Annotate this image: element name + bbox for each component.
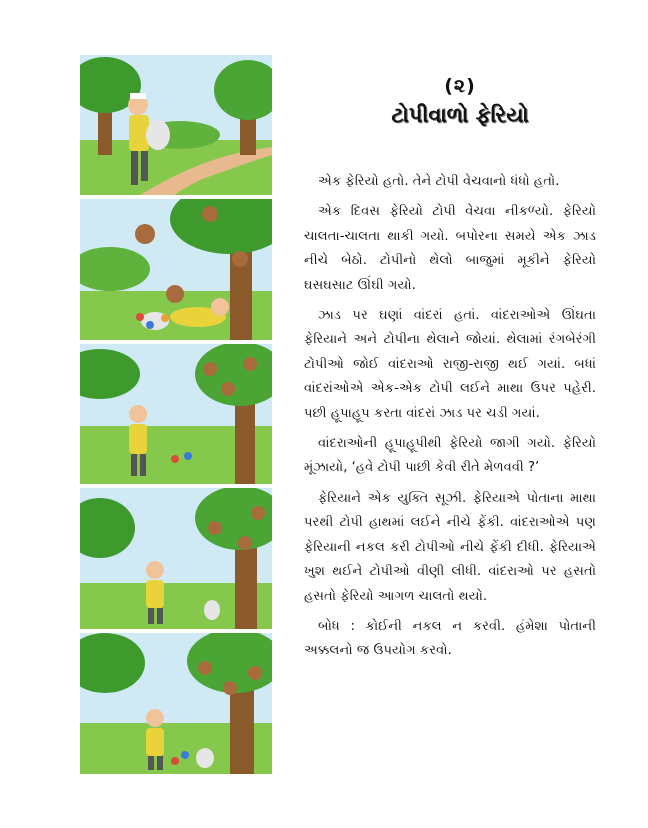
- paragraph: વાંદરાઓની હૂપાહૂપીથી ફેરિયો જાગી ગયો. ફેરિયો મૂંઝાયો, ‘હવે ટોપી પાછી કેવી રીતે મેળવવી ?’: [304, 436, 596, 476]
- paragraph: એક ફેરિયો હતો. તેને ટોપી વેચવાનો ધંધો હતો.: [318, 174, 560, 189]
- moral-paragraph: બોધ : કોઈની નકલ ન કરવી. હંમેશા પોતાની અક્કલનો જ ઉપયોગ કરવો.: [304, 618, 596, 659]
- story-title: ટોપીવાળો ફેરિયો: [391, 103, 529, 127]
- illustration-peddler-collects-caps: [80, 633, 272, 774]
- chapter-number: (૨): [444, 75, 476, 97]
- illustration-peddler-sleeping: [80, 199, 272, 340]
- illustration-peddler-throws-cap: [80, 488, 272, 629]
- chapter-header: [300, 75, 620, 128]
- story-body: [304, 170, 596, 670]
- paragraph: ઝાડ પર ઘણાં વાંદરાં હતાં. વાંદરાઓએ ઊંઘતા ફેરિયાને અને ટોપીના થેલાને જોયાં. થેલામાં રંગબેરંગી ટોપીઓ જોઈ વાંદરાઓ રાજી-રાજી થઈ ગયાં. બધાં વાંદરાંઓએ એક-એક ટોપી લઈને માથા ઉપર પહેરી. પછી હૂપાહૂપ કરતા વાંદરાં ઝાડ પર ચડી ગયાં.: [304, 308, 596, 421]
- paragraph: ફેરિયાને એક યુક્તિ સૂઝી. ફેરિયાએ પોતાના માથા પરથી ટોપી હાથમાં લઈને નીચે ફેંકી. વાંદરાઓએ પણ ફેરિયાની નકલ કરી ટોપીઓ નીચે ફેંકી દીધી. ફેરિયાએ ખુશ થઈને ટોપીઓ વીણી લીધી. વાંદરાઓ પર હસતો હસતો ફેરિયો આગળ ચાલતો થયો.: [304, 490, 596, 604]
- paragraph: એક દિવસ ફેરિયો ટોપી વેચવા નીકળ્યો. ફેરિયો ચાલતા-ચાલતા થાકી ગયો. બપોરના સમયે એક ઝાડ નીચે બેઠો. ટોપીનો થેલો બાજુમાં મૂકીને ફેરિયો ઘસઘસાટ ઊંઘી ગયો.: [304, 204, 596, 293]
- illustration-peddler-walking: [80, 55, 272, 195]
- illustration-peddler-awake: [80, 344, 272, 484]
